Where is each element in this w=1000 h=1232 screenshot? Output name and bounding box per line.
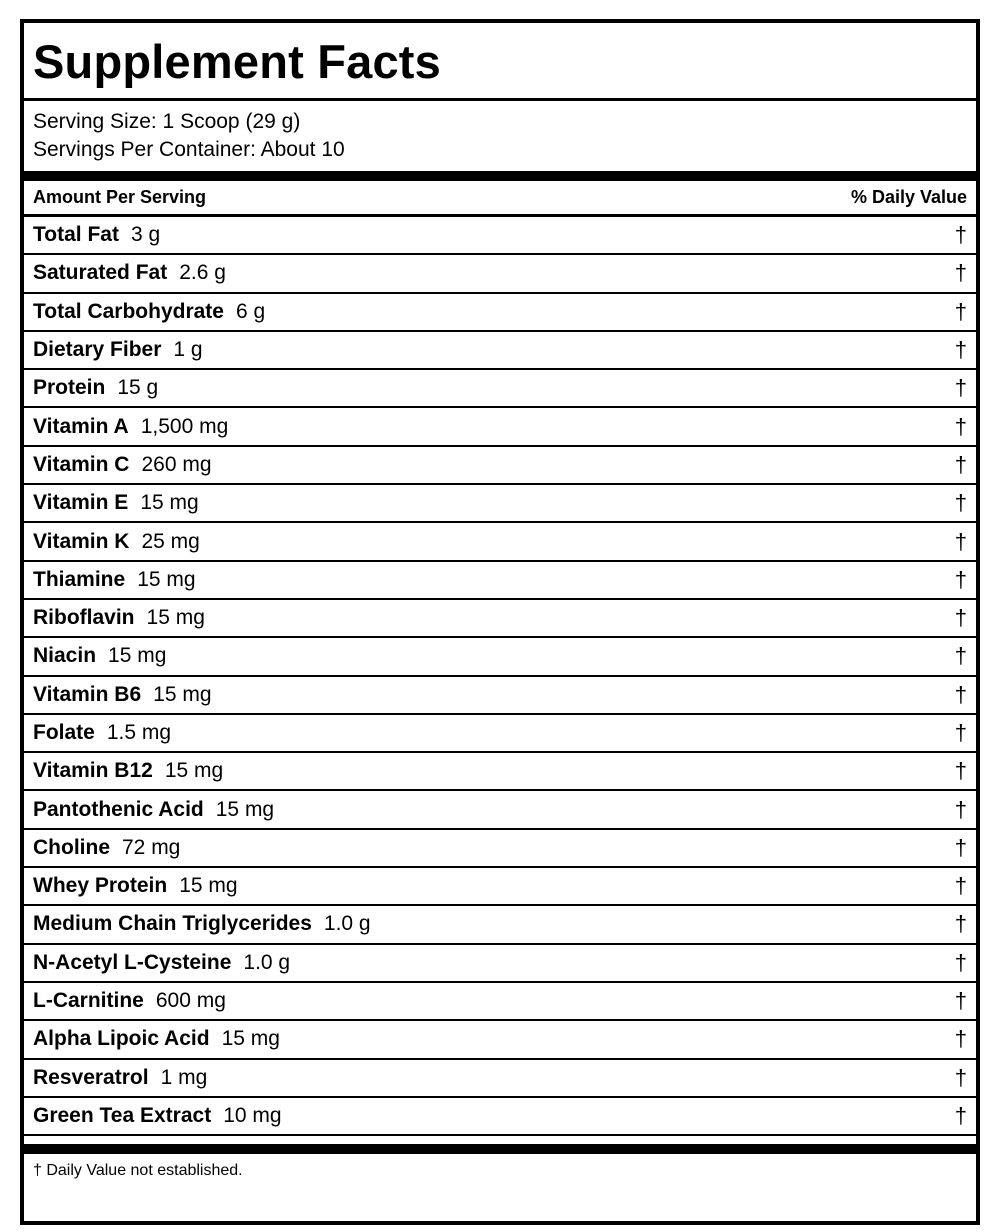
- nutrient-amount: 600 mg: [155, 989, 226, 1013]
- nutrient-label: [33, 1027, 280, 1051]
- nutrient-row: [24, 332, 976, 370]
- daily-value-dagger: †: [954, 375, 967, 401]
- daily-value-dagger: †: [954, 222, 967, 248]
- nutrient-label: [33, 223, 160, 247]
- label-title: Supplement Facts: [24, 23, 976, 101]
- nutrient-name: Vitamin K: [33, 529, 130, 553]
- nutrient-row: [24, 294, 976, 332]
- nutrient-amount: 2.6 g: [179, 261, 226, 285]
- nutrient-name: Vitamin A: [33, 414, 129, 438]
- daily-value-dagger: †: [954, 834, 967, 860]
- nutrient-name: Alpha Lipoic Acid: [33, 1027, 210, 1051]
- nutrient-name: Protein: [33, 376, 106, 400]
- nutrient-name: Vitamin C: [33, 452, 130, 476]
- nutrient-amount: 1.0 g: [323, 912, 371, 936]
- nutrient-amount: 15 mg: [153, 682, 212, 706]
- daily-value-dagger: †: [954, 873, 967, 899]
- nutrient-row: [24, 523, 976, 561]
- nutrient-row: [24, 217, 976, 255]
- nutrient-label: [33, 491, 199, 515]
- nutrient-amount: 25 mg: [141, 529, 200, 553]
- daily-value-dagger: †: [954, 451, 967, 477]
- daily-value-dagger: †: [954, 1026, 967, 1052]
- nutrient-amount: 1.5 mg: [106, 721, 172, 744]
- nutrient-amount: 15 mg: [215, 797, 275, 821]
- nutrient-row: [24, 1021, 976, 1059]
- daily-value-dagger: †: [954, 413, 967, 439]
- nutrient-row: [24, 830, 976, 868]
- nutrient-label: [33, 874, 238, 898]
- nutrient-name: Vitamin B12: [33, 759, 153, 783]
- nutrient-amount: 15 mg: [179, 874, 238, 898]
- daily-value-dagger: †: [954, 528, 967, 554]
- nutrient-label: [33, 644, 166, 668]
- nutrient-label: [33, 338, 203, 362]
- nutrient-label: [33, 530, 200, 554]
- nutrient-amount: 1 g: [173, 338, 203, 362]
- nutrient-label: [33, 989, 226, 1013]
- nutrient-name: Pantothenic Acid: [33, 797, 204, 821]
- nutrient-amount: 1 mg: [160, 1065, 208, 1089]
- nutrient-row: [24, 1060, 976, 1098]
- nutrient-name: Total Fat: [33, 223, 119, 247]
- nutrient-name: Green Tea Extract: [33, 1103, 212, 1127]
- nutrient-name: N-Acetyl L-Cysteine: [33, 950, 232, 974]
- servings-per-container: Servings Per Container: About 10: [33, 138, 345, 161]
- nutrient-amount: 15 g: [117, 376, 159, 400]
- nutrient-row: [24, 715, 976, 753]
- nutrient-row: [24, 791, 976, 829]
- daily-value-dagger: †: [954, 681, 967, 707]
- nutrient-row: [24, 983, 976, 1021]
- nutrient-amount: 6 g: [235, 299, 266, 323]
- nutrient-label: [33, 683, 212, 707]
- nutrient-amount: 3 g: [130, 223, 161, 247]
- nutrient-name: Vitamin B6: [33, 682, 142, 706]
- nutrient-label: [33, 606, 205, 630]
- nutrient-name: Thiamine: [33, 567, 126, 591]
- nutrient-name: Medium Chain Triglycerides: [33, 912, 312, 936]
- amount-per-serving-header: Amount Per Serving: [33, 187, 207, 207]
- nutrient-label: [33, 759, 223, 783]
- daily-value-dagger: †: [954, 643, 967, 669]
- daily-value-dagger: †: [954, 988, 967, 1014]
- nutrient-row: [24, 753, 976, 791]
- nutrient-label: [33, 453, 212, 477]
- nutrient-label: [33, 415, 228, 439]
- serving-info: [24, 101, 976, 181]
- nutrient-row: [24, 906, 976, 944]
- daily-value-dagger: †: [954, 758, 967, 784]
- daily-value-dagger: †: [954, 796, 967, 822]
- nutrient-label: [33, 1104, 282, 1128]
- nutrient-amount: 15 mg: [146, 606, 205, 630]
- nutrient-amount: 1,500 mg: [140, 414, 229, 438]
- nutrient-amount: 72 mg: [122, 835, 181, 859]
- nutrient-name: Dietary Fiber: [33, 338, 162, 362]
- daily-value-dagger: †: [954, 605, 967, 631]
- nutrient-row: [24, 562, 976, 600]
- nutrient-label: [33, 261, 226, 285]
- nutrient-row: [24, 255, 976, 293]
- nutrient-name: Total Carbohydrate: [33, 299, 224, 323]
- nutrient-row: [24, 485, 976, 523]
- nutrient-amount: 15 mg: [137, 567, 196, 591]
- bottom-divider: [24, 1144, 976, 1154]
- nutrient-row: [24, 638, 976, 676]
- nutrient-row: [24, 677, 976, 715]
- nutrient-label: [33, 721, 171, 745]
- nutrient-row: [24, 600, 976, 638]
- nutrient-name: Whey Protein: [33, 874, 168, 898]
- nutrient-amount: 15 mg: [221, 1027, 280, 1051]
- daily-value-dagger: †: [954, 949, 967, 975]
- nutrient-name: Folate: [33, 721, 95, 744]
- nutrient-label: [33, 912, 371, 936]
- footnote: † Daily Value not established.: [33, 1162, 243, 1180]
- nutrient-label: [33, 951, 290, 975]
- daily-value-dagger: †: [954, 490, 967, 516]
- nutrient-row: [24, 1098, 976, 1136]
- nutrient-amount: 15 mg: [108, 644, 167, 668]
- nutrient-label: [33, 376, 158, 400]
- nutrient-label: [33, 568, 196, 592]
- nutrient-amount: 1.0 g: [243, 950, 291, 974]
- nutrient-name: Resveratrol: [33, 1065, 149, 1089]
- nutrient-amount: 15 mg: [140, 491, 199, 515]
- nutrient-label: [33, 836, 180, 860]
- nutrient-row: [24, 370, 976, 408]
- daily-value-dagger: †: [954, 566, 967, 592]
- daily-value-dagger: †: [954, 1102, 967, 1128]
- nutrient-row: [24, 408, 976, 446]
- nutrient-amount: 15 mg: [164, 759, 224, 783]
- nutrient-row: [24, 868, 976, 906]
- nutrient-name: L-Carnitine: [33, 989, 144, 1013]
- serving-size: Serving Size: 1 Scoop (29 g): [33, 110, 301, 133]
- daily-value-dagger: †: [954, 1064, 967, 1090]
- nutrient-name: Saturated Fat: [33, 261, 168, 285]
- nutrient-amount: 10 mg: [223, 1103, 282, 1127]
- daily-value-header: % Daily Value: [850, 187, 967, 207]
- nutrient-row: [24, 447, 976, 485]
- nutrient-label: [33, 798, 274, 822]
- nutrient-label: [33, 1066, 207, 1090]
- column-header-row: [24, 181, 976, 217]
- nutrient-name: Niacin: [33, 644, 97, 668]
- daily-value-dagger: †: [954, 298, 967, 324]
- supplement-facts-label: [20, 19, 980, 1225]
- daily-value-dagger: †: [954, 260, 967, 286]
- nutrient-row: [24, 945, 976, 983]
- nutrient-name: Vitamin E: [33, 491, 129, 515]
- nutrient-amount: 260 mg: [141, 452, 212, 476]
- nutrient-name: Choline: [33, 835, 110, 859]
- daily-value-dagger: †: [954, 720, 967, 745]
- daily-value-dagger: †: [954, 911, 967, 937]
- daily-value-dagger: †: [954, 337, 967, 363]
- nutrient-label: [33, 300, 265, 324]
- nutrient-name: Riboflavin: [33, 606, 135, 630]
- nutrient-list: [24, 217, 976, 1136]
